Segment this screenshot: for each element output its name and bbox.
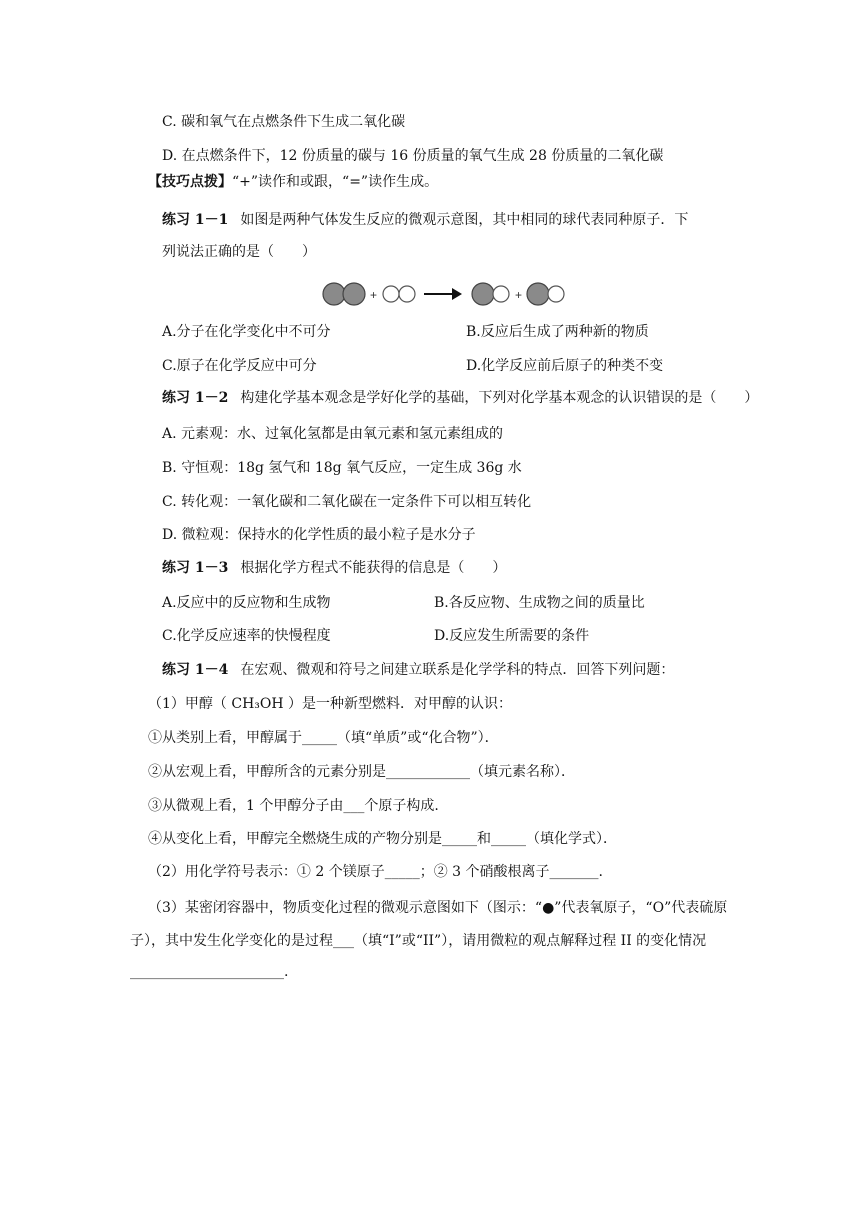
ex2-option-c: C. 转化观：一氧化碳和二氧化碳在一定条件下可以相互转化 — [162, 494, 532, 510]
ex4-label: 练习 1－4 — [162, 662, 229, 678]
ex1-stem-line1 — [162, 210, 688, 230]
white-atom — [399, 286, 415, 302]
ex4-q3-line1: （3）某密闭容器中，物质变化过程的微观示意图如下（图示：“●”代表氧原子，“O”代表硫原 — [148, 900, 728, 916]
tip-text: “+”读作和或跟，“=”读作生成。 — [232, 174, 439, 190]
option-c-intro: C. 碳和氧气在点燃条件下生成二氧化碳 — [162, 114, 406, 130]
ex4-q2: （2）用化学符号表示：① 2 个镁原子_____；② 3 个硝酸根离子_______. — [148, 864, 603, 880]
ex4-q3-line3: ______________________. — [130, 964, 289, 980]
ex3-option-d: D.反应发生所需要的条件 — [434, 628, 590, 644]
arrow-icon — [424, 288, 462, 300]
ex4-q1-c: ③从微观上看，1 个甲醇分子由___个原子构成. — [148, 798, 439, 814]
ex3-stem-line — [162, 558, 506, 578]
ex3-option-b: B.各反应物、生成物之间的质量比 — [434, 595, 645, 611]
ex1-option-b: B.反应后生成了两种新的物质 — [466, 324, 649, 340]
ex2-label: 练习 1－2 — [162, 390, 229, 406]
ex2-option-d: D. 微粒观：保持水的化学性质的最小粒子是水分子 — [162, 527, 476, 543]
ex4-stem-line — [162, 660, 674, 680]
ex3-option-c: C.化学反应速率的快慢程度 — [162, 628, 331, 644]
ex2-stem-line — [162, 388, 758, 408]
plus-sign: + — [515, 288, 523, 302]
gray-atom — [323, 283, 345, 305]
ex3-stem: 根据化学方程式不能获得的信息是（ ） — [240, 560, 507, 576]
gray-atom — [343, 283, 365, 305]
gray-atom — [472, 283, 494, 305]
white-atom — [548, 286, 564, 302]
reaction-diagram — [318, 278, 578, 310]
ex4-q1-a: ①从类别上看，甲醇属于_____（填“单质”或“化合物”）． — [148, 730, 499, 746]
ex2-stem: 构建化学基本观念是学好化学的基础，下列对化学基本观念的认识错误的是（ ） — [240, 390, 759, 406]
white-atom — [493, 286, 509, 302]
ex4-stem: 在宏观、微观和符号之间建立联系是化学学科的特点．回答下列问题： — [240, 662, 675, 678]
ex1-option-a: A.分子在化学变化中不可分 — [162, 324, 331, 340]
option-d-intro: D. 在点燃条件下，12 份质量的碳与 16 份质量的氧气生成 28 份质量的二氧化碳 — [162, 148, 664, 164]
ex4-q1-intro: （1）甲醇（ CH₃OH ）是一种新型燃料．对甲醇的认识： — [148, 696, 513, 712]
ex3-option-a: A.反应中的反应物和生成物 — [162, 595, 331, 611]
gray-atom — [527, 283, 549, 305]
ex1-label: 练习 1－1 — [162, 212, 229, 228]
ex1-stem-1: 如图是两种气体发生反应的微观示意图，其中相同的球代表同种原子．下 — [240, 212, 689, 228]
white-atom — [383, 286, 399, 302]
ex1-option-d: D.化学反应前后原子的种类不变 — [466, 358, 664, 374]
ex3-label: 练习 1－3 — [162, 560, 229, 576]
ex4-q3-line2: 子），其中发生化学变化的是过程___（填“I”或“II”），请用微粒的观点解释过程 II 的变化情况 — [130, 933, 707, 949]
ex1-option-c: C.原子在化学反应中可分 — [162, 358, 317, 374]
ex2-option-a: A. 元素观：水、过氧化氢都是由氧元素和氢元素组成的 — [162, 426, 504, 442]
ex1-stem-2: 列说法正确的是（ ） — [162, 244, 316, 260]
plus-sign: + — [370, 288, 378, 302]
tip-line — [148, 172, 438, 192]
tip-label: 【技巧点拨】 — [148, 174, 232, 190]
ex4-q1-b: ②从宏观上看，甲醇所含的元素分别是____________（填元素名称）． — [148, 764, 575, 780]
ex4-q1-d: ④从变化上看，甲醇完全燃烧生成的产物分别是_____和_____（填化学式）． — [148, 831, 617, 847]
ex2-option-b: B. 守恒观：18g 氢气和 18g 氧气反应，一定生成 36g 水 — [162, 460, 522, 476]
